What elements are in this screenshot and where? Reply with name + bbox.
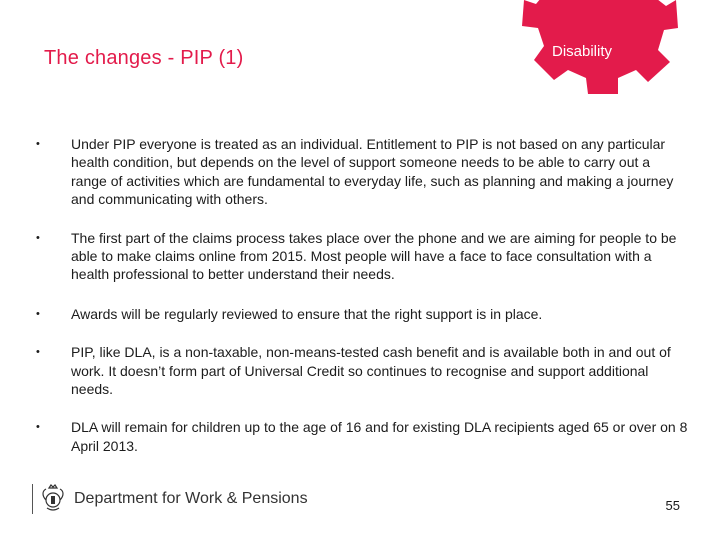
organisation-name: Department for Work & Pensions bbox=[74, 490, 308, 507]
list-item bbox=[28, 135, 688, 209]
bullet-list bbox=[28, 135, 688, 455]
footer-logo bbox=[32, 483, 308, 515]
bullet-text: Under PIP everyone is treated as an individual. Entitlement to PIP is not based on any particular health condition, but depends on the level of support someone needs to be able to carry out a range of activities which are fundamental to everyday life, such as planning and making a journey and communicating with others. bbox=[71, 136, 674, 208]
list-item bbox=[28, 343, 688, 398]
bullet-marker: • bbox=[36, 138, 40, 150]
bullet-text: Awards will be regularly reviewed to ensure that the right support is in place. bbox=[71, 305, 543, 322]
bullet-marker: • bbox=[36, 421, 40, 434]
list-item bbox=[28, 229, 688, 284]
bullet-marker: • bbox=[36, 231, 40, 244]
list-item bbox=[28, 418, 688, 455]
bullet-text: The first part of the claims process takes place over the phone and we are aiming for people to be able to make claims online from 2015. Most people will have a face to face consultation with a health professional to better understand their needs. bbox=[71, 229, 677, 283]
slide-title: The changes - PIP (1) bbox=[44, 47, 244, 69]
bullet-marker: • bbox=[36, 346, 40, 359]
page-number: 55 bbox=[665, 498, 680, 513]
bullet-text: PIP, like DLA, is a non-taxable, non-means-tested cash benefit and is available both in and out of work. It doesn’t form part of Universal Credit so continues to recognise and support additional needs. bbox=[71, 344, 671, 398]
bullet-text: DLA will remain for children up to the age of 16 and for existing DLA recipients aged 65 or over on 8 April 2013. bbox=[71, 419, 688, 454]
section-label: Disability bbox=[552, 43, 613, 60]
royal-crest-icon bbox=[38, 484, 68, 514]
bullet-marker: • bbox=[36, 307, 40, 320]
logo-divider bbox=[32, 484, 33, 514]
list-item bbox=[28, 305, 688, 323]
